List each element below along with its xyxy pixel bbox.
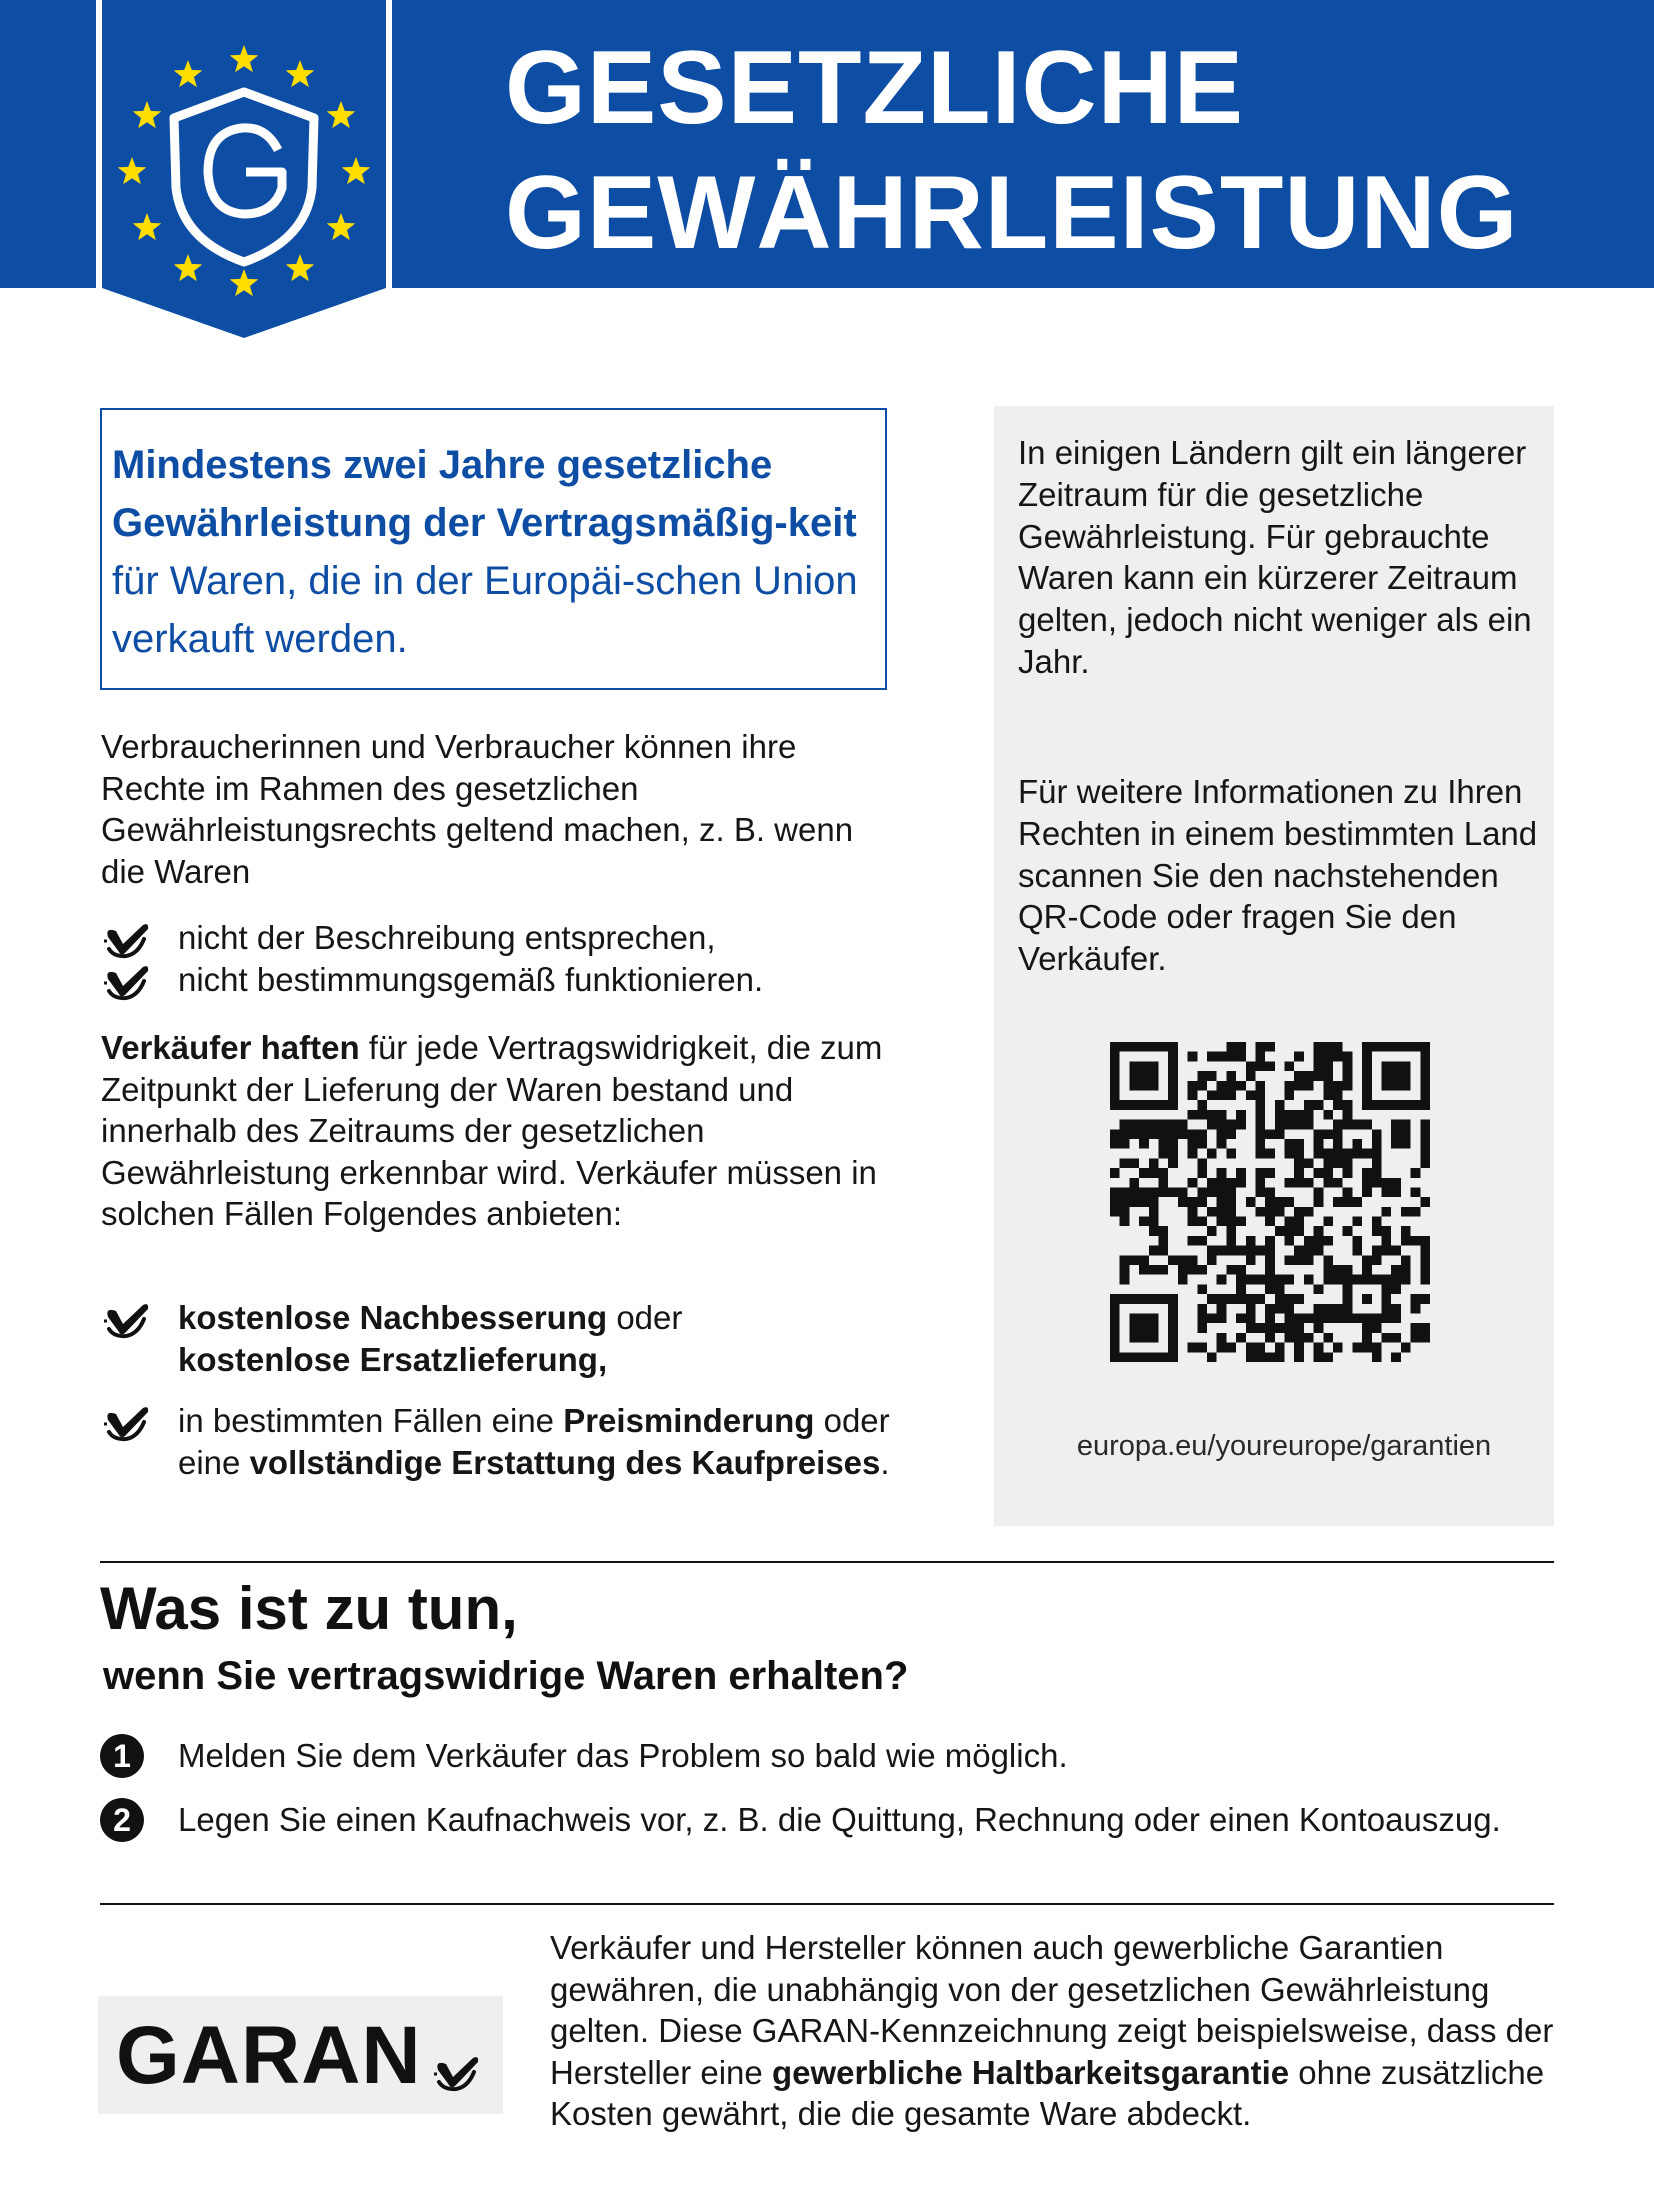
sidebar-url-link[interactable]: europa.eu/youreurope/garantien	[1076, 1430, 1492, 1462]
sidebar-paragraph-2: Für weitere Informationen zu Ihren Rechten in einem bestimmten Land scannen Sie den nachstehenden QR-Code oder fragen Sie den Verkäufer.	[1018, 773, 1538, 978]
liability-bold: Verkäufer haften	[101, 1029, 360, 1066]
divider	[100, 1561, 1554, 1563]
remedy-repair: kostenlose Nachbesserung	[178, 1299, 608, 1336]
step-number: 2	[100, 1798, 144, 1842]
rights-list	[100, 917, 900, 1000]
liability-paragraph	[101, 1027, 901, 1235]
list-item-text: nicht der Beschreibung entsprechen,	[178, 919, 716, 956]
list-item-text: nicht bestimmungsgemäß funktionieren.	[178, 960, 764, 998]
divider	[100, 1903, 1554, 1905]
qr-code-icon[interactable]	[1110, 1042, 1430, 1362]
liability-text: für jede Vertragswidrigkeit, die zum Zeitpunkt der Lieferung der Waren bestand und innerhalb des Zeitraums der gesetzlichen Gewährleistung erkennbar wird. Verkäufer müssen in solchen Fällen Folgendes anbieten:	[101, 1029, 883, 1232]
check-icon	[430, 2052, 482, 2092]
check-icon	[100, 1402, 152, 1442]
intro-bold: Mindestens zwei Jahre gesetzliche Gewährleistung der Vertragsmäßig-keit	[112, 443, 857, 545]
remedy-price-reduction: Preisminderung	[563, 1402, 815, 1439]
section-heading: Was ist zu tun,	[100, 1575, 518, 1642]
title-line-2: GEWÄHRLEISTUNG	[505, 155, 1519, 271]
step-item	[100, 1735, 1540, 1777]
intro-rest: für Waren, die in der Europäi-schen Union verkauft werden.	[112, 559, 858, 661]
list-item	[100, 917, 900, 959]
step-text: Melden Sie dem Verkäufer das Problem so bald wie möglich.	[178, 1737, 1068, 1774]
remedy-refund: vollständige Erstattung des Kaufpreises	[249, 1443, 881, 1481]
check-icon	[100, 961, 152, 1001]
garan-paragraph	[550, 1927, 1560, 2135]
garan-text-b: ohne zusätzliche Kosten gewährt, die die gesamte Ware abdeckt.	[550, 2053, 1545, 2132]
garan-logo-text: GARAN	[116, 2010, 422, 2101]
section-subheading: wenn Sie vertragswidrige Waren erhalten?	[103, 1654, 909, 1698]
remedy-or: oder	[607, 1299, 683, 1336]
check-icon	[100, 919, 152, 959]
step-text: Legen Sie einen Kaufnachweis vor, z. B. die Quittung, Rechnung oder einen Kontoauszug.	[178, 1800, 1501, 1838]
page-title	[505, 26, 1625, 276]
list-item	[100, 1400, 900, 1483]
step-item	[100, 1799, 1540, 1841]
garan-bold: gewerbliche Haltbarkeitsgarantie	[771, 2053, 1290, 2091]
garan-text-a: Verkäufer und Hersteller können auch gewerbliche Garantien gewähren, die unabhängig von der gesetzlichen Gewährleistung gelten. Diese GARAN-Kennzeichnung zeigt beispielsweise, dass der Hersteller eine	[550, 1929, 1554, 2091]
list-item	[100, 959, 900, 1001]
list-item	[100, 1297, 900, 1380]
step-number: 1	[100, 1734, 144, 1778]
sidebar-paragraph-1: In einigen Ländern gilt ein längerer Zeitraum für die gesetzliche Gewährleistung. Für gebrauchte Waren kann ein kürzerer Zeitraum gelten, jedoch nicht weniger als ein Jahr.	[1018, 434, 1532, 680]
steps-list	[100, 1735, 1540, 1840]
title-line-1: GESETZLICHE	[505, 30, 1245, 146]
remedy-or-a: oder eine	[178, 1402, 890, 1481]
check-icon	[100, 1299, 152, 1339]
remedy-pre: in bestimmten Fällen eine	[178, 1402, 564, 1439]
remedy-end: .	[880, 1443, 890, 1481]
intro-callout	[100, 408, 887, 690]
remedies-list	[100, 1297, 900, 1483]
remedy-replacement: kostenlose Ersatzlieferung,	[178, 1340, 608, 1378]
eu-star-shield-g-icon	[96, 0, 392, 345]
garan-logo	[98, 1996, 503, 2114]
rights-paragraph: Verbraucherinnen und Verbraucher können ihre Rechte im Rahmen des gesetzlichen Gewährleistungsrechts geltend machen, z. B. wenn die Waren	[101, 728, 854, 890]
